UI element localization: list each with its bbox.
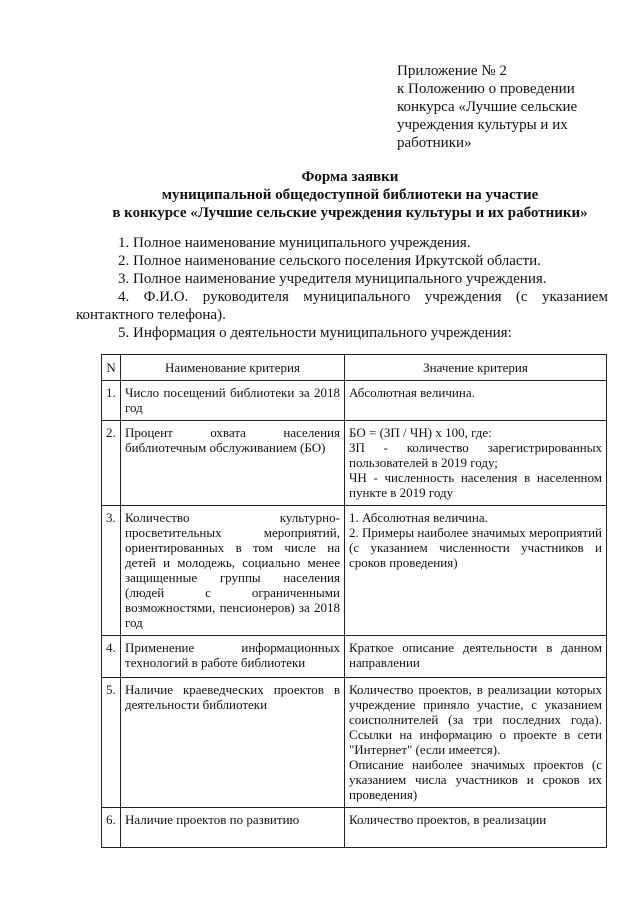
- list-item-4-word: учреждения: [424, 289, 502, 305]
- value-cell: [344, 678, 606, 808]
- list-item-4-word: указанием: [541, 289, 608, 305]
- title-line-3: в конкурсе «Лучшие сельские учреждения культуры и их работники»: [112, 205, 588, 221]
- document-title: [60, 168, 640, 222]
- table-row: [102, 421, 607, 506]
- value-paragraph: Абсолютная величина.: [348, 385, 475, 400]
- appendix-line: Приложение № 2: [397, 63, 507, 79]
- row-number: 5.: [102, 678, 121, 808]
- header-value: Значение критерия: [344, 355, 606, 381]
- list-item-2: 2. Полное наименование сельского поселения Иркутской области.: [118, 253, 541, 269]
- title-line-1: Форма заявки: [301, 169, 399, 185]
- value-paragraph: 2. Примеры наиболее значимых мероприятий (с указанием численности участников и сроков проведения): [348, 525, 602, 570]
- list-item-4-word: руководителя: [202, 289, 289, 305]
- criterion-cell: Количество культурно-просветительных мероприятий, ориентированных в том числе на детей и молодежь, социально менее защищенные группы населения (людей с ограниченными возможностями, пенсионеров) за 2018 год: [121, 506, 345, 636]
- title-line-2: муниципальной общедоступной библиотеки на участие: [161, 187, 539, 203]
- list-item-5: 5. Информация о деятельности муниципального учреждения:: [118, 325, 512, 341]
- value-paragraph: БО = (ЗП / ЧН) х 100, где:: [348, 425, 492, 440]
- row-number: 6.: [102, 808, 121, 848]
- value-cell: [344, 381, 606, 421]
- row-number: 4.: [102, 636, 121, 678]
- row-number: 2.: [102, 421, 121, 506]
- list-item-4-word: (с: [515, 289, 528, 305]
- value-cell: [344, 636, 606, 678]
- criterion-cell: Наличие проектов по развитию: [121, 808, 345, 848]
- value-paragraph: ЧН - численность населения в населенном пункте в 2019 году: [348, 470, 602, 500]
- list-item-4-continuation: контактного телефона).: [76, 307, 226, 323]
- list-item-4-word: Ф.И.О.: [143, 289, 189, 305]
- criterion-cell: Процент охвата населения библиотечным обслуживанием (БО): [121, 421, 345, 506]
- numbered-list: [76, 234, 608, 342]
- criterion-cell: Применение информационных технологий в работе библиотеки: [121, 636, 345, 678]
- value-cell: [344, 808, 606, 848]
- criteria-table: [101, 354, 607, 848]
- value-paragraph: ЗП - количество зарегистрированных пользователей в 2019 году;: [348, 440, 602, 470]
- value-paragraph: 1. Абсолютная величина.: [348, 510, 488, 525]
- table-row: [102, 506, 607, 636]
- appendix-note: [397, 62, 612, 152]
- value-cell: [344, 421, 606, 506]
- row-number: 1.: [102, 381, 121, 421]
- value-paragraph: Количество проектов, в реализации которых учреждение приняло участие, с указанием соисполнителей (за три последних года). Ссылки на информацию о проекте в сети "Интернет" (если имеется).: [348, 682, 602, 757]
- appendix-line: работники»: [397, 135, 472, 151]
- table-row: [102, 678, 607, 808]
- appendix-line: конкурса «Лучшие сельские: [397, 99, 578, 115]
- header-number: N: [102, 355, 121, 381]
- value-cell: [344, 506, 606, 636]
- row-number: 3.: [102, 506, 121, 636]
- table-row: [102, 381, 607, 421]
- criterion-cell: Число посещений библиотеки за 2018 год: [121, 381, 345, 421]
- value-paragraph: Описание наиболее значимых проектов (с указанием числа участников и сроков их проведения): [348, 757, 602, 802]
- list-item-3: 3. Полное наименование учредителя муниципального учреждения.: [118, 271, 547, 287]
- list-item-4-word: муниципального: [303, 289, 411, 305]
- table-row: [102, 808, 607, 848]
- criterion-cell: Наличие краеведческих проектов в деятельности библиотеки: [121, 678, 345, 808]
- value-paragraph: Краткое описание деятельности в данном направлении: [348, 640, 602, 670]
- table-row: [102, 636, 607, 678]
- header-criterion: Наименование критерия: [121, 355, 345, 381]
- appendix-line: учреждения культуры и их: [397, 117, 568, 133]
- table-header-row: [102, 355, 607, 381]
- appendix-line: к Положению о проведении: [397, 81, 575, 97]
- list-item-4: [118, 288, 608, 306]
- list-item-1: 1. Полное наименование муниципального учреждения.: [118, 235, 471, 251]
- list-item-4-word: 4.: [118, 289, 130, 305]
- value-paragraph: Количество проектов, в реализации: [348, 812, 547, 827]
